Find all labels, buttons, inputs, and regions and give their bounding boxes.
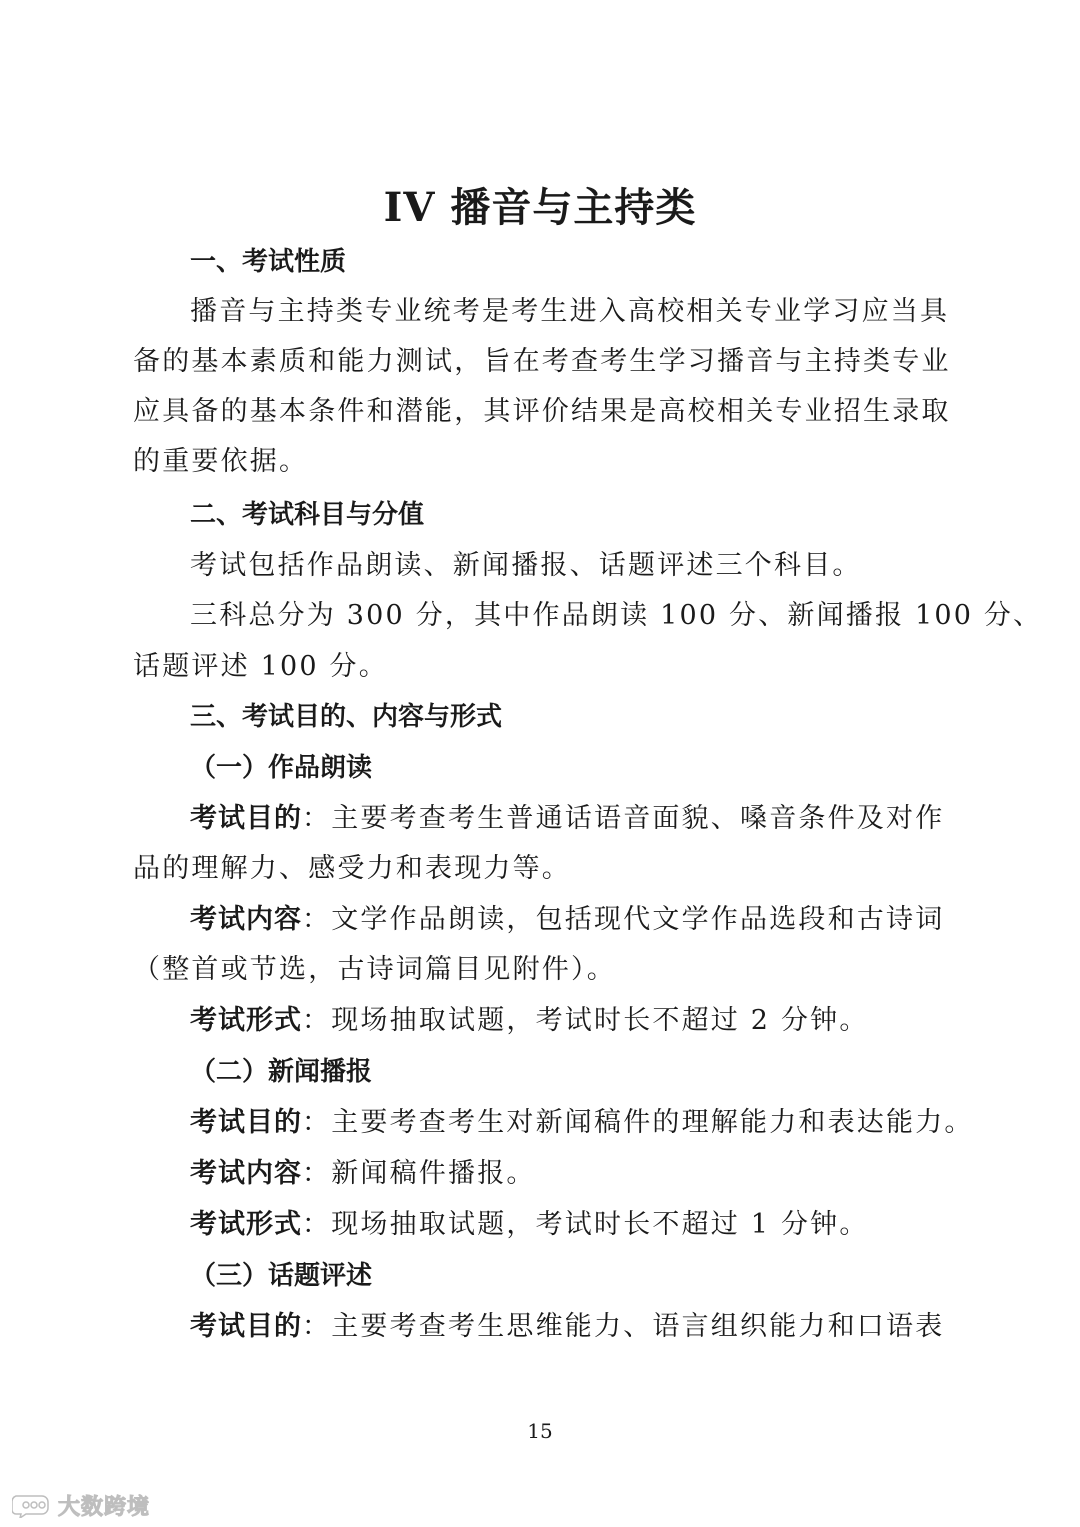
field-line-purpose: [190, 1105, 974, 1141]
section-heading-subjects-scores: 二、考试科目与分值: [190, 500, 425, 530]
field-label: 考试目的: [190, 1107, 302, 1138]
field-label: 考试内容: [190, 904, 302, 935]
field-label: 考试目的: [190, 1311, 302, 1342]
section-heading-purpose-content-form: 三、考试目的、内容与形式: [190, 702, 503, 732]
field-value: ：主要考查考生思维能力、语言组织能力和口语表: [302, 1311, 945, 1342]
page-title: IV 播音与主持类: [383, 184, 697, 231]
paragraph-line: 应具备的基本条件和潜能，其评价结果是高校相关专业招生录取: [133, 396, 951, 427]
field-value: ：现场抽取试题，考试时长不超过 2 分钟。: [302, 1005, 869, 1036]
paragraph-line: 考试包括作品朗读、新闻播报、话题评述三个科目。: [190, 550, 862, 581]
field-label: 考试形式: [190, 1005, 302, 1036]
field-value: ：新闻稿件播报。: [302, 1158, 536, 1189]
section-heading-exam-nature: 一、考试性质: [190, 247, 347, 277]
field-line-content: [190, 1156, 536, 1192]
watermark-text: 大数跨境: [58, 1494, 151, 1520]
field-label: 考试目的: [190, 803, 302, 834]
field-line-form: [190, 1207, 869, 1243]
paragraph-line: 备的基本素质和能力测试，旨在考查考生学习播音与主持类专业: [133, 346, 951, 377]
paragraph-line: （整首或节选，古诗词篇目见附件）。: [133, 954, 616, 985]
field-label: 考试内容: [190, 1158, 302, 1189]
paragraph-line: 话题评述 100 分。: [133, 651, 388, 682]
paragraph-line: 三科总分为 300 分，其中作品朗读 100 分、新闻播报 100 分、: [190, 600, 1043, 631]
field-line-content: [190, 902, 944, 938]
field-value: ：主要考查考生对新闻稿件的理解能力和表达能力。: [302, 1107, 974, 1138]
speech-bubble-logo-icon: [12, 1492, 52, 1518]
subsection-heading-news-broadcast: （二）新闻播报: [190, 1057, 373, 1087]
paragraph-line: 品的理解力、感受力和表现力等。: [133, 853, 571, 884]
field-value: ：文学作品朗读，包括现代文学作品选段和古诗词: [302, 904, 945, 935]
subsection-heading-work-reading: （一）作品朗读: [190, 753, 373, 783]
page-number: 15: [527, 1419, 553, 1443]
field-value: ：主要考查考生普通话语音面貌、嗓音条件及对作: [302, 803, 945, 834]
field-label: 考试形式: [190, 1209, 302, 1240]
field-value: ：现场抽取试题，考试时长不超过 1 分钟。: [302, 1209, 869, 1240]
paragraph-line: 的重要依据。: [133, 446, 309, 477]
field-line-purpose: [190, 801, 944, 837]
field-line-purpose: [190, 1309, 944, 1345]
paragraph-line: 播音与主持类专业统考是考生进入高校相关专业学习应当具: [190, 296, 950, 327]
field-line-form: [190, 1003, 869, 1039]
subsection-heading-topic-commentary: （三）话题评述: [190, 1261, 373, 1291]
watermark: [12, 1490, 150, 1520]
